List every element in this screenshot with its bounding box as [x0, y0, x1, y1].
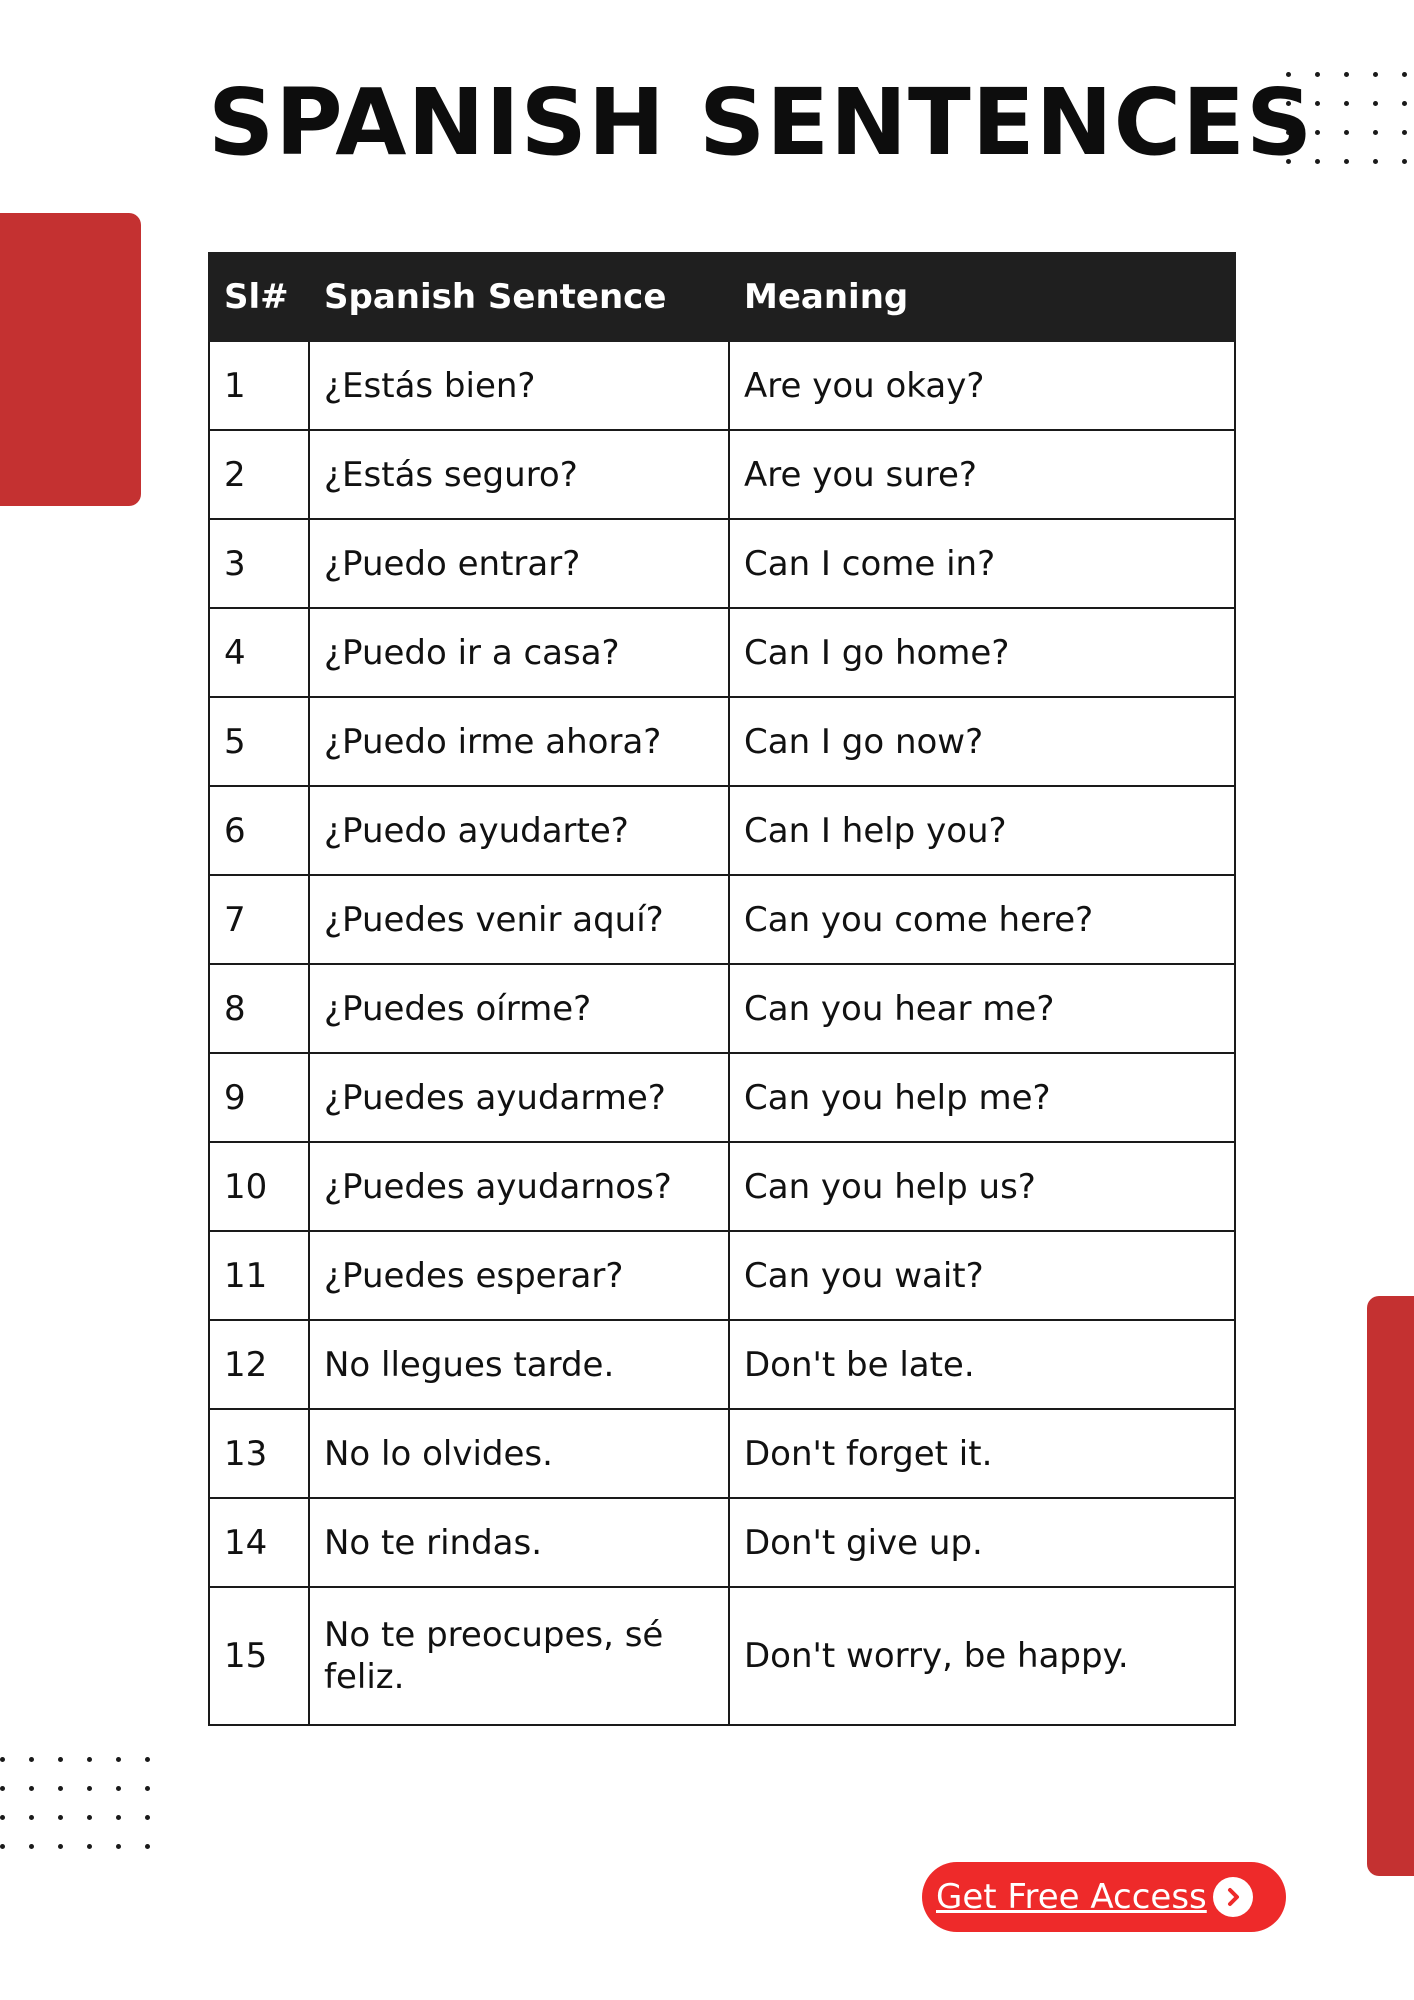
decorative-dot: [58, 1844, 63, 1849]
decorative-dot: [1402, 101, 1407, 106]
spanish-sentence: ¿Puedes ayudarme?: [309, 1053, 729, 1142]
decorative-red-bar-left: [0, 213, 141, 506]
decorative-dot: [87, 1815, 92, 1820]
english-meaning: Don't be late.: [729, 1320, 1235, 1409]
decorative-dot: [29, 1815, 34, 1820]
header-meaning: Meaning: [729, 253, 1235, 341]
decorative-dot: [145, 1844, 150, 1849]
spanish-sentence: ¿Puedes venir aquí?: [309, 875, 729, 964]
table-row: [209, 1320, 1235, 1409]
spanish-sentence: ¿Puedo entrar?: [309, 519, 729, 608]
page-title: SPANISH SENTENCES: [208, 69, 1314, 176]
english-meaning: Can you help us?: [729, 1142, 1235, 1231]
row-number: 2: [209, 430, 309, 519]
decorative-dot: [116, 1786, 121, 1791]
decorative-dot: [1315, 159, 1320, 164]
decorative-dot: [29, 1757, 34, 1762]
chevron-right-circle-icon: [1213, 1877, 1253, 1917]
english-meaning: Are you sure?: [729, 430, 1235, 519]
decorative-dot: [1344, 101, 1349, 106]
table-row: [209, 1409, 1235, 1498]
decorative-red-bar-right: [1367, 1296, 1414, 1876]
decorative-dot: [1402, 159, 1407, 164]
table-row: [209, 341, 1235, 430]
decorative-dot: [87, 1844, 92, 1849]
header-serial-number: Sl#: [209, 253, 309, 341]
english-meaning: Can you come here?: [729, 875, 1235, 964]
decorative-dot: [87, 1757, 92, 1762]
table-row: [209, 608, 1235, 697]
english-meaning: Don't give up.: [729, 1498, 1235, 1587]
row-number: 6: [209, 786, 309, 875]
english-meaning: Don't worry, be happy.: [729, 1587, 1235, 1725]
row-number: 11: [209, 1231, 309, 1320]
sentences-table: [208, 252, 1236, 1726]
table-row: [209, 1231, 1235, 1320]
table-row: [209, 786, 1235, 875]
table-row: [209, 1587, 1235, 1725]
english-meaning: Can I help you?: [729, 786, 1235, 875]
decorative-dot: [1373, 130, 1378, 135]
decorative-dot: [1315, 72, 1320, 77]
english-meaning: Can I go home?: [729, 608, 1235, 697]
spanish-sentence: ¿Puedo ir a casa?: [309, 608, 729, 697]
row-number: 5: [209, 697, 309, 786]
decorative-dot: [145, 1815, 150, 1820]
english-meaning: Can I come in?: [729, 519, 1235, 608]
decorative-dot: [1373, 101, 1378, 106]
row-number: 4: [209, 608, 309, 697]
row-number: 9: [209, 1053, 309, 1142]
decorative-dot: [145, 1757, 150, 1762]
decorative-dot: [29, 1844, 34, 1849]
row-number: 13: [209, 1409, 309, 1498]
table-row: [209, 519, 1235, 608]
table-row: [209, 697, 1235, 786]
row-number: 1: [209, 341, 309, 430]
decorative-dot: [58, 1757, 63, 1762]
english-meaning: Can you help me?: [729, 1053, 1235, 1142]
decorative-dot: [87, 1786, 92, 1791]
row-number: 14: [209, 1498, 309, 1587]
decorative-dot: [116, 1844, 121, 1849]
decorative-dot: [116, 1815, 121, 1820]
decorative-dot: [0, 1757, 5, 1762]
spanish-sentence: ¿Estás bien?: [309, 341, 729, 430]
row-number: 8: [209, 964, 309, 1053]
table-row: [209, 964, 1235, 1053]
decorative-dot: [1344, 159, 1349, 164]
decorative-dot: [1344, 72, 1349, 77]
row-number: 10: [209, 1142, 309, 1231]
decorative-dot: [29, 1786, 34, 1791]
decorative-dot: [0, 1844, 5, 1849]
row-number: 12: [209, 1320, 309, 1409]
decorative-dot: [1402, 72, 1407, 77]
english-meaning: Can you wait?: [729, 1231, 1235, 1320]
row-number: 15: [209, 1587, 309, 1725]
decorative-dot: [1315, 130, 1320, 135]
english-meaning: Can you hear me?: [729, 964, 1235, 1053]
decorative-dot: [1373, 72, 1378, 77]
spanish-sentence: No lo olvides.: [309, 1409, 729, 1498]
header-spanish-sentence: Spanish Sentence: [309, 253, 729, 341]
decorative-dot: [58, 1786, 63, 1791]
row-number: 7: [209, 875, 309, 964]
table-row: [209, 1498, 1235, 1587]
spanish-sentence: No te preocupes, sé feliz.: [309, 1587, 729, 1725]
decorative-dot: [0, 1786, 5, 1791]
table-row: [209, 1053, 1235, 1142]
table-header-row: [209, 253, 1235, 341]
english-meaning: Are you okay?: [729, 341, 1235, 430]
english-meaning: Can I go now?: [729, 697, 1235, 786]
table-row: [209, 430, 1235, 519]
decorative-dot: [145, 1786, 150, 1791]
spanish-sentence: ¿Estás seguro?: [309, 430, 729, 519]
get-free-access-button[interactable]: [922, 1862, 1286, 1932]
get-free-access-label: Get Free Access: [936, 1877, 1207, 1917]
row-number: 3: [209, 519, 309, 608]
spanish-sentence: ¿Puedo irme ahora?: [309, 697, 729, 786]
decorative-dot-grid-bottom-left: [0, 1757, 151, 1850]
spanish-sentence: ¿Puedes esperar?: [309, 1231, 729, 1320]
table-row: [209, 1142, 1235, 1231]
decorative-dot: [1402, 130, 1407, 135]
spanish-sentence: ¿Puedes oírme?: [309, 964, 729, 1053]
spanish-sentence: ¿Puedo ayudarte?: [309, 786, 729, 875]
spanish-sentence: No te rindas.: [309, 1498, 729, 1587]
decorative-dot: [1344, 130, 1349, 135]
spanish-sentence: No llegues tarde.: [309, 1320, 729, 1409]
decorative-dot: [0, 1815, 5, 1820]
table-row: [209, 875, 1235, 964]
spanish-sentence: ¿Puedes ayudarnos?: [309, 1142, 729, 1231]
decorative-dot: [1373, 159, 1378, 164]
decorative-dot: [1315, 101, 1320, 106]
decorative-dot: [58, 1815, 63, 1820]
english-meaning: Don't forget it.: [729, 1409, 1235, 1498]
decorative-dot: [116, 1757, 121, 1762]
